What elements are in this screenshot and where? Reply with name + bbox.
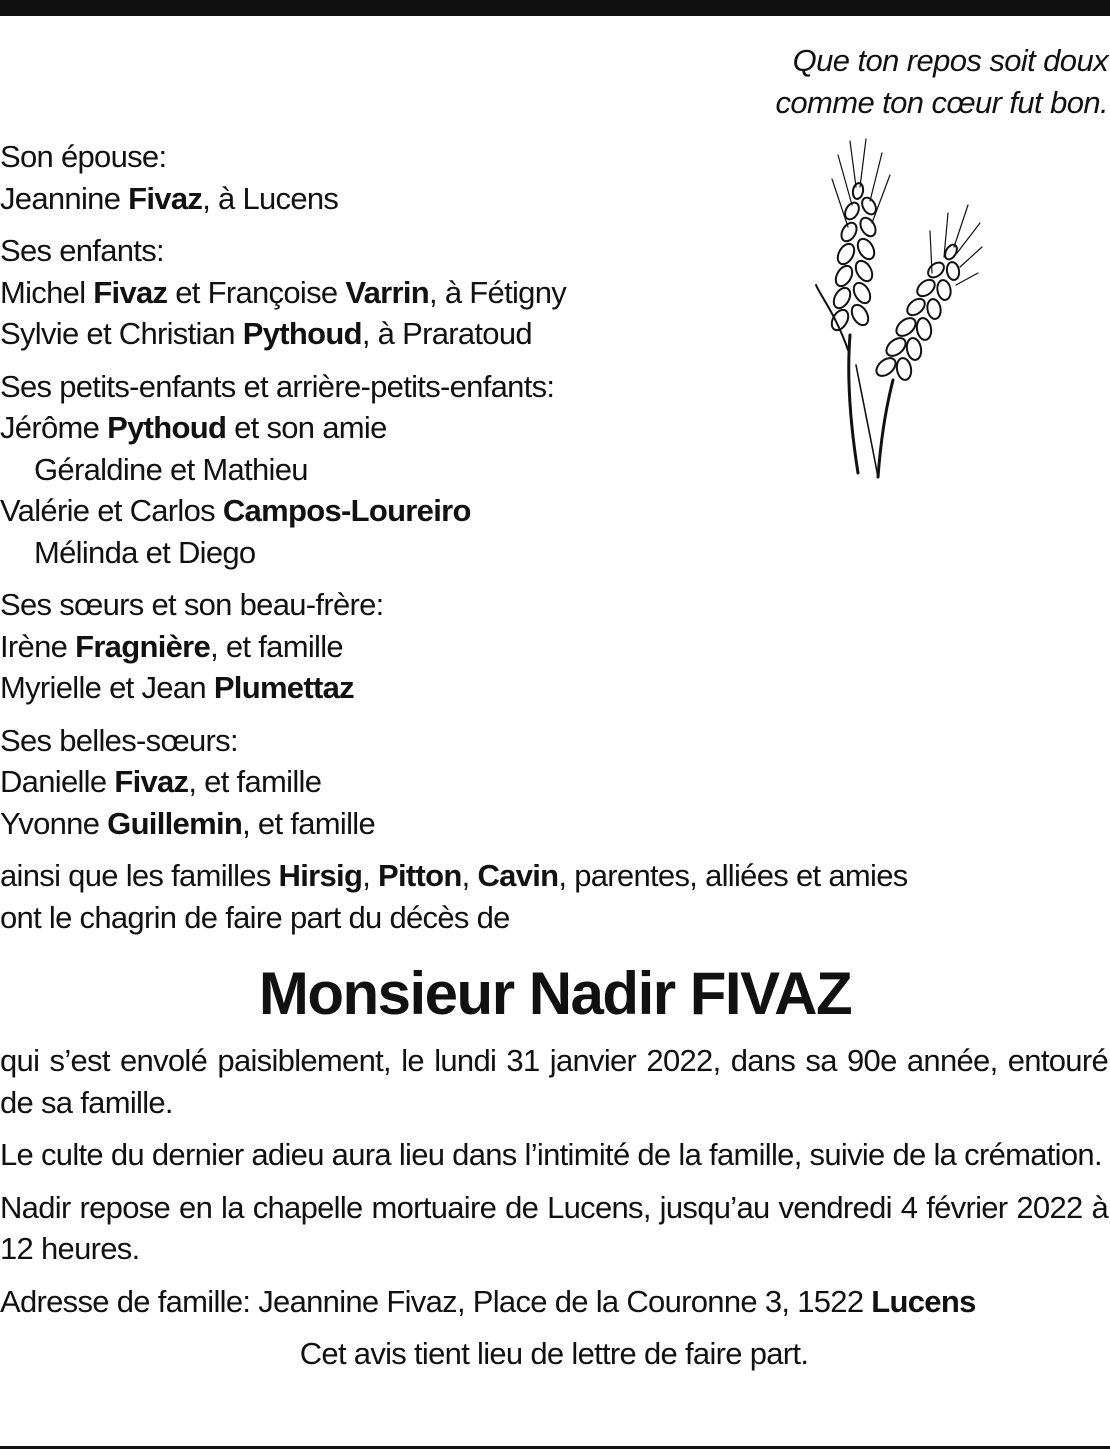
grandchildren-group	[0, 366, 1108, 574]
surname: Plumettaz	[213, 670, 354, 705]
families-group	[0, 855, 1108, 938]
closing-note: Cet avis tient lieu de lettre de faire part.	[299, 1336, 809, 1371]
surname: Fivaz	[93, 274, 168, 310]
group-heading: Ses petits-enfants et arrière-petits-enfants:	[0, 368, 555, 404]
ceremony-paragraph: Le culte du dernier adieu aura lieu dans l’intimité de la famille, suivie de la crémation.	[0, 1137, 1102, 1172]
epigraph-line: comme ton cœur fut bon.	[775, 85, 1108, 120]
surname: Hirsig	[278, 858, 363, 893]
surname: Campos-Loureiro	[222, 493, 471, 528]
children-group	[0, 230, 1108, 355]
surname: Cavin	[477, 858, 559, 893]
families-line: ainsi que les familles Hirsig, Pitton, Cavin, parentes, alliées et amies	[0, 858, 908, 893]
group-heading: Son épouse:	[0, 139, 167, 174]
family-member-line: Jeannine Fivaz, à Lucens	[0, 180, 339, 216]
surname: Pitton	[378, 858, 462, 893]
family-member-line: Valérie et Carlos Campos-Loureiro	[0, 493, 471, 528]
chapel-paragraph: Nadir repose en la chapelle mortuaire de Lucens, jusqu’au vendredi 4 février 2022 à 12 heures.	[0, 1189, 1108, 1266]
announcement-line: ont le chagrin de faire part du décès de	[0, 899, 510, 935]
death-paragraph: qui s’est envolé paisiblement, le lundi 31 janvier 2022, dans sa 90e année, entouré de sa famille.	[0, 1043, 1108, 1120]
surname: Pythoud	[242, 316, 362, 351]
deceased-name: Monsieur Nadir FIVAZ	[258, 960, 852, 1027]
family-address: Adresse de famille: Jeannine Fivaz, Place de la Couronne 3, 1522 Lucens	[0, 1283, 976, 1319]
family-member-line: Yvonne Guillemin, et famille	[0, 805, 375, 841]
surname: Fivaz	[128, 180, 203, 216]
group-heading: Ses enfants:	[0, 233, 164, 268]
surname: Fivaz	[114, 764, 189, 799]
family-member-line: Michel Fivaz et Françoise Varrin, à Fétigny	[0, 274, 567, 310]
spouse-group	[0, 136, 1108, 219]
family-member-line: Myrielle et Jean Plumettaz	[0, 670, 354, 705]
announcement-details	[0, 1040, 1108, 1386]
epigraph-line: Que ton repos soit doux	[792, 43, 1108, 78]
family-member-line: Jérôme Pythoud et son amie	[0, 410, 387, 445]
surname: Guillemin	[107, 805, 243, 841]
group-heading: Ses belles-sœurs:	[0, 722, 238, 758]
surname: Pythoud	[107, 410, 227, 445]
surname: Fragnière	[75, 628, 211, 664]
family-member-line: Danielle Fivaz, et famille	[0, 764, 322, 799]
sisters-in-law-group	[0, 720, 1108, 845]
family-list	[0, 136, 1108, 949]
family-member-line: Irène Fragnière, et famille	[0, 628, 343, 664]
great-grandchildren-line: Géraldine et Mathieu	[34, 451, 308, 487]
family-member-line: Sylvie et Christian Pythoud, à Praratoud	[0, 316, 532, 351]
bottom-rule	[0, 1446, 1110, 1449]
top-rule	[0, 0, 1110, 16]
surname: Varrin	[345, 274, 430, 310]
address-city: Lucens	[871, 1283, 976, 1319]
epigraph	[776, 40, 1109, 124]
great-grandchildren-line: Mélinda et Diego	[34, 534, 256, 570]
group-heading: Ses sœurs et son beau-frère:	[0, 587, 384, 622]
sisters-group	[0, 584, 1108, 709]
